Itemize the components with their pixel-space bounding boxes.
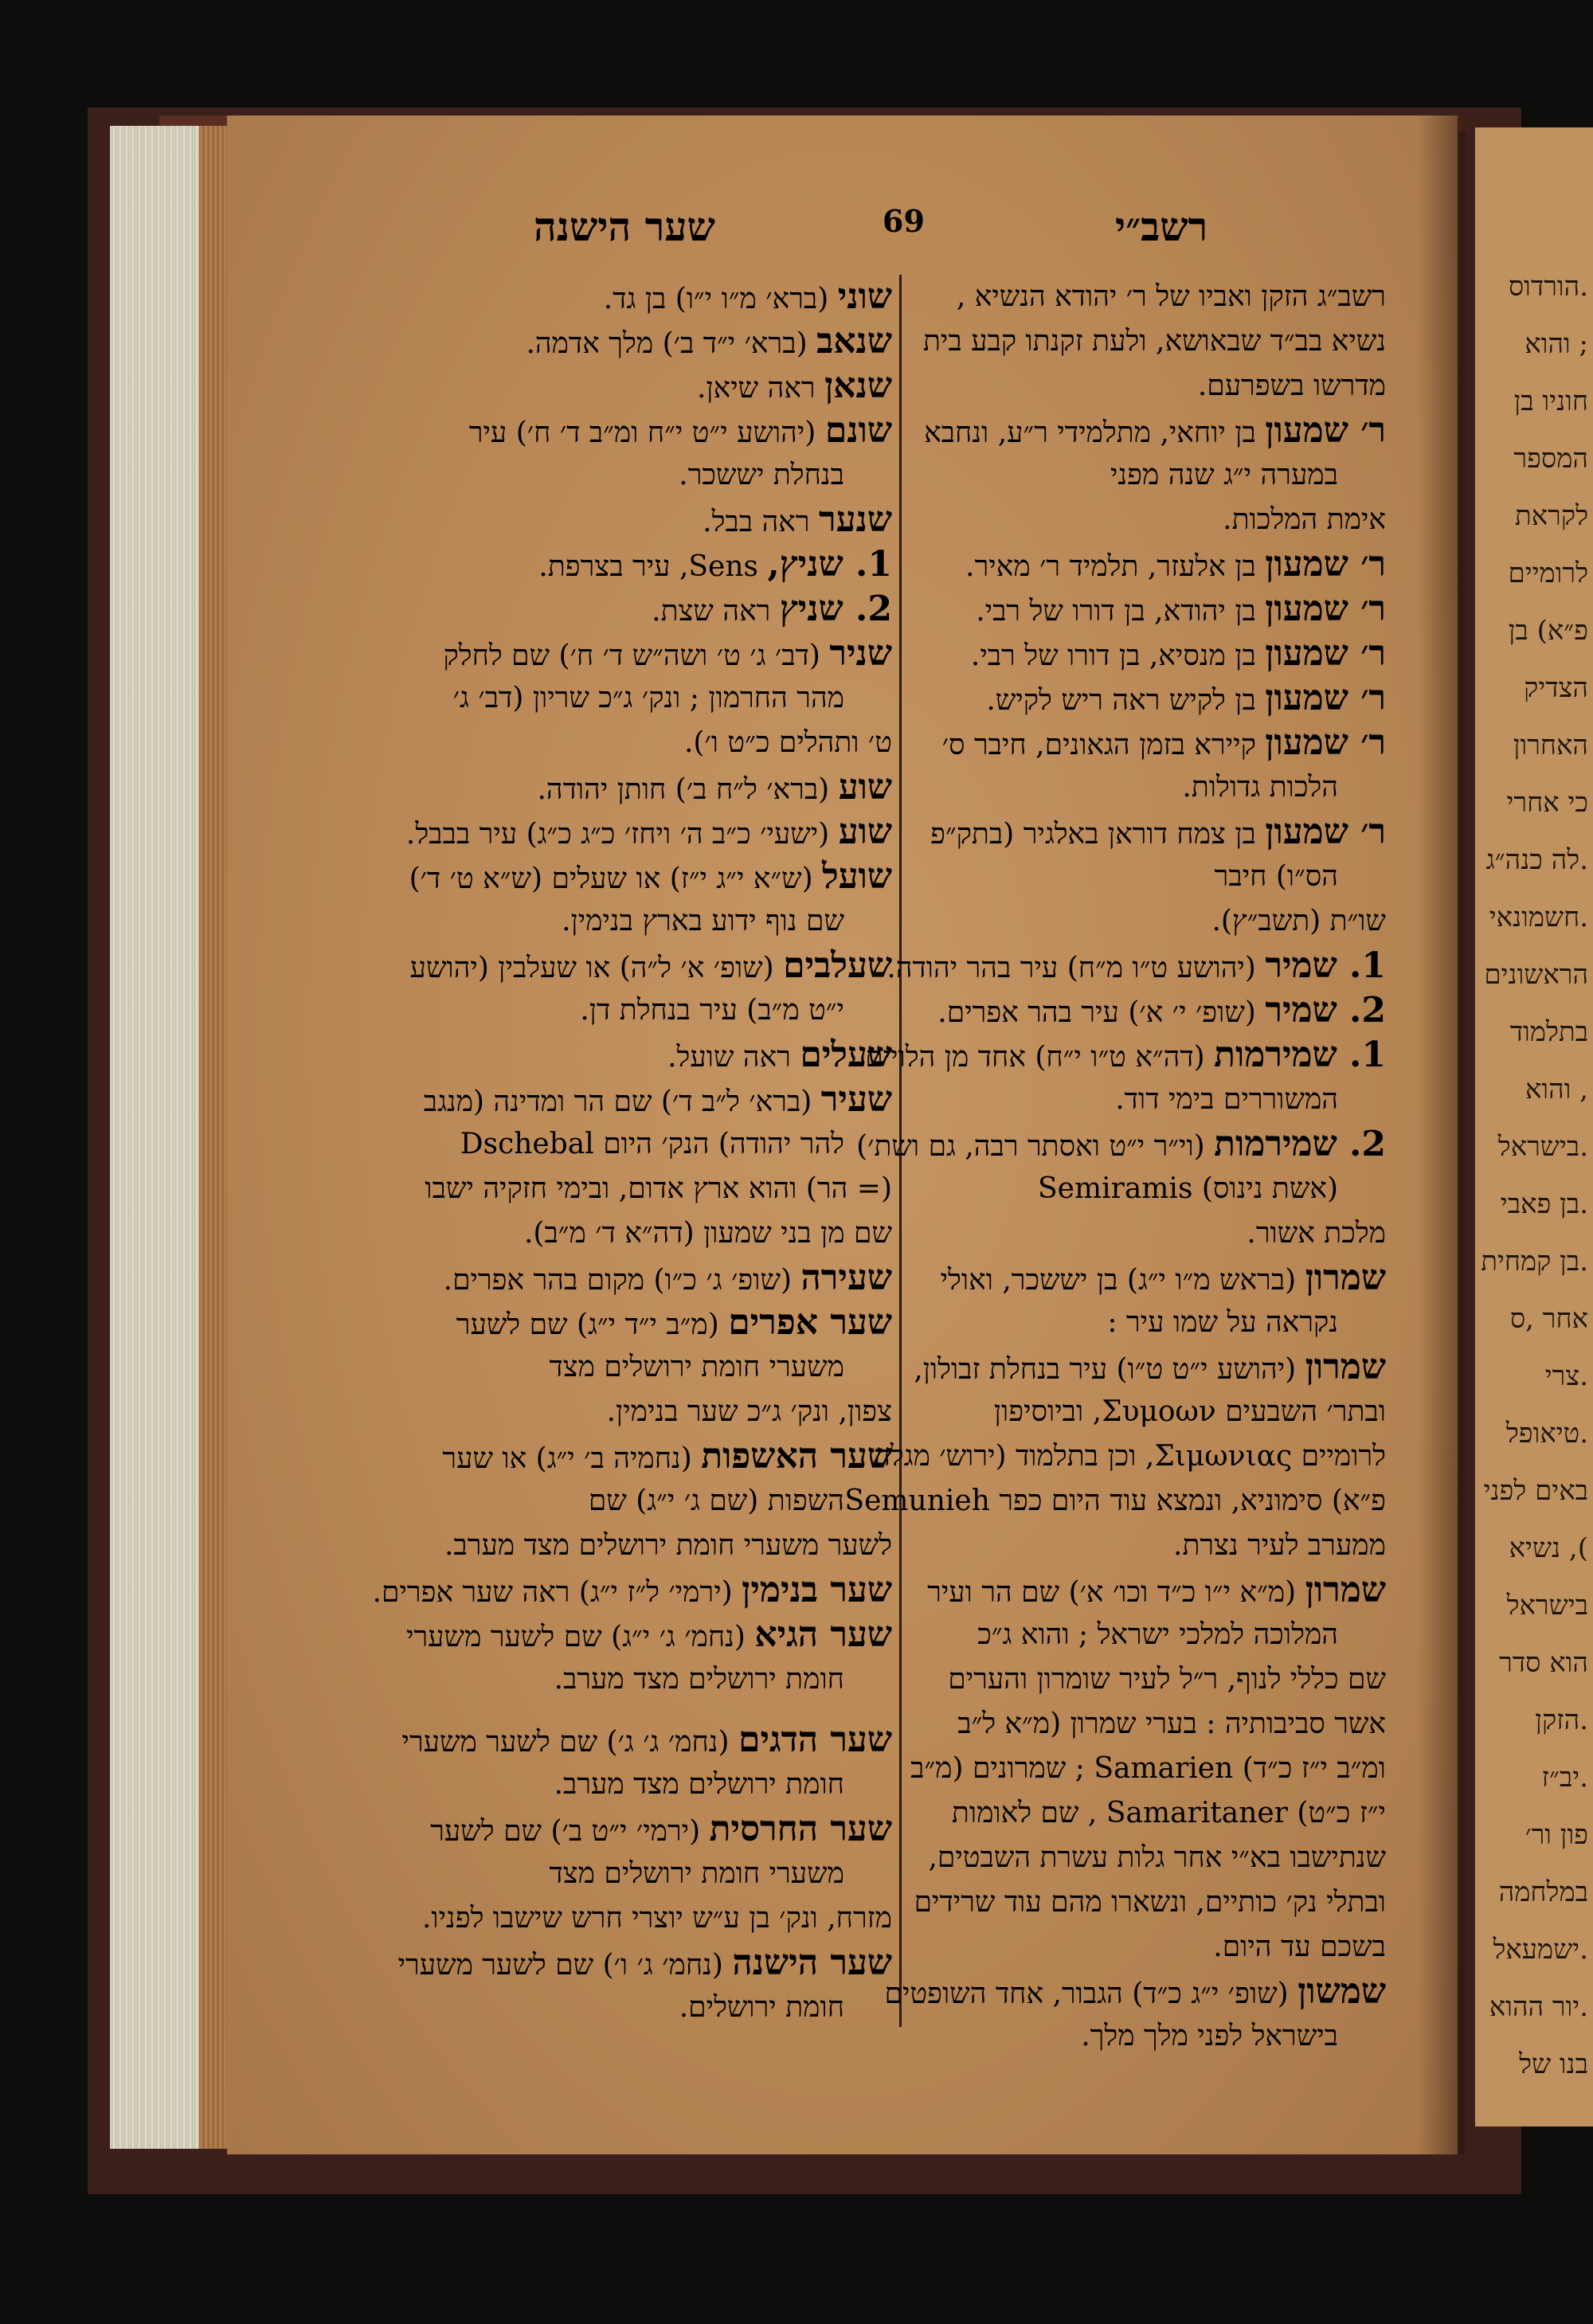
entry-line bbox=[350, 765, 892, 810]
entry-text: (יהושע י״ט ט״ו) עיר בנחלת זבולון, bbox=[914, 1353, 1297, 1386]
entry-line bbox=[350, 1167, 892, 1211]
entry-text: חומת ירושלים מצד מערב. bbox=[554, 1768, 844, 1801]
entry-line bbox=[350, 1390, 892, 1434]
entry-line bbox=[350, 319, 892, 364]
entry-text: בישראל לפני מלך מלך. bbox=[1081, 2020, 1338, 2052]
entry-line bbox=[908, 1345, 1386, 1390]
entry-text: ובתלי נק׳ כותיים, ונשארו מהם עוד שרידים bbox=[914, 1886, 1386, 1919]
entry-text: (וי״ר י״ט ואסתר רבה, גם ושת׳) bbox=[856, 1130, 1205, 1163]
entry-line bbox=[350, 1718, 892, 1763]
entry-line bbox=[350, 1852, 892, 1896]
entry-text: שם נוף ידוע בארץ בנימין. bbox=[562, 905, 844, 937]
entry-line bbox=[350, 1078, 892, 1122]
entry-headword: שער החרסית bbox=[709, 1809, 892, 1849]
facing-page-text: בן פאבי. bbox=[1500, 1188, 1588, 1220]
entry-text: (נחמ׳ ג׳ ו׳) שם לשער משערי bbox=[397, 1949, 723, 1982]
entry-text: נקראה על שמו עיר : bbox=[1107, 1306, 1338, 1339]
facing-page-text: חוניו בן bbox=[1513, 385, 1588, 417]
entry-text: המלוכה למלכי ישראל ; והוא ג״כ bbox=[977, 1618, 1338, 1651]
facing-page-text: יור ההוא. bbox=[1489, 1991, 1588, 2023]
entry-text: בנחלת יששכר. bbox=[679, 459, 844, 491]
running-head-right: רשב״י bbox=[1115, 203, 1208, 250]
entry-line bbox=[350, 275, 892, 319]
entry-text: (שופ׳ י״ג כ״ד) הגבור, אחד השופטים bbox=[884, 1978, 1289, 2010]
entry-line bbox=[908, 1791, 1386, 1836]
entry-text: הס״ו) חיבר bbox=[1214, 860, 1338, 893]
entry-line bbox=[350, 1941, 892, 1986]
entry-text: קיירא בזמן הגאונים, חיבר ס׳ bbox=[941, 729, 1256, 761]
entry-text: רשב״ג הזקן ואביו של ר׳ יהודא הנשיא , bbox=[956, 280, 1386, 313]
entry-text: ראה שועל. bbox=[667, 1041, 791, 1074]
entry-text: (ברא׳ ל״ח ב׳) חותן יהודה. bbox=[537, 773, 830, 806]
page-stack-edge bbox=[110, 126, 199, 2149]
page-stack-inner-edge bbox=[199, 126, 231, 2149]
entry-text: בן צמח דוראן באלגיר (בתק״פ bbox=[930, 818, 1256, 851]
facing-page-text: המספר bbox=[1513, 443, 1588, 475]
entry-line bbox=[908, 587, 1386, 632]
facing-page-text: האחרון bbox=[1513, 730, 1588, 761]
entry-line bbox=[908, 1568, 1386, 1613]
entry-headword: שוע bbox=[838, 767, 892, 808]
entry-text: מלכת אשור. bbox=[1247, 1217, 1386, 1250]
entry-line bbox=[350, 810, 892, 855]
entry-line bbox=[908, 765, 1386, 810]
entry-text: פ״א) סימוניא, ונמצא עוד היום כפר Semunieh bbox=[844, 1485, 1386, 1517]
facing-page-text: הוא סדר bbox=[1499, 1647, 1588, 1679]
entry-headword: שער אפרים bbox=[728, 1302, 892, 1343]
facing-page-text: הורדוס. bbox=[1508, 271, 1588, 303]
facing-page-text: לקראת bbox=[1515, 500, 1588, 532]
facing-page-text: לרומיים bbox=[1508, 558, 1588, 589]
entry-headword: שועל bbox=[822, 856, 892, 897]
entry-line bbox=[350, 1568, 892, 1613]
entry-line bbox=[908, 632, 1386, 676]
entry-text: (ירמי׳ ל״ז י״ג) ראה שער אפרים. bbox=[372, 1576, 733, 1609]
facing-page-text: והוא ; bbox=[1525, 328, 1588, 360]
entry-text: י״ז כ״ט) Samaritaner , שם לאומות bbox=[951, 1797, 1386, 1829]
entry-headword: שער הישנה bbox=[732, 1943, 892, 1983]
entry-line bbox=[350, 1345, 892, 1390]
entry-line bbox=[350, 1211, 892, 1256]
entry-headword: שנאן bbox=[824, 366, 892, 406]
entry-headword: שמשון bbox=[1297, 1971, 1386, 2012]
entry-line bbox=[350, 899, 892, 944]
entry-line bbox=[908, 498, 1386, 542]
entry-line bbox=[865, 1033, 1386, 1078]
entry-text: חומת ירושלים. bbox=[679, 1991, 844, 2024]
entry-text: במערה י״ג שנה מפני bbox=[1110, 459, 1338, 491]
entry-text: נשיא בב״ד שבאושא, ולעת זקנתו קבע בית bbox=[922, 325, 1386, 358]
entry-headword: שער הגיא bbox=[754, 1614, 892, 1655]
entry-text: ובתר׳ השבעים Συμοων, וביוסיפון bbox=[993, 1395, 1386, 1428]
entry-text: בן מנסיא, בן דורו של רבי. bbox=[970, 640, 1256, 672]
entry-headword: שונם bbox=[824, 410, 892, 451]
entry-line bbox=[350, 364, 892, 409]
entry-headword: שניר bbox=[829, 633, 892, 674]
entry-line bbox=[908, 275, 1386, 319]
entry-text: (יהושע י״ט י״ח ומ״ב ד׳ ח׳) עיר bbox=[468, 417, 816, 449]
entry-headword: 1. שמירמות bbox=[1214, 1035, 1386, 1075]
running-head-left: שער הישנה bbox=[534, 203, 715, 250]
facing-page-text: ישמעאל. bbox=[1493, 1934, 1588, 1966]
entry-line bbox=[908, 1836, 1386, 1880]
entry-line bbox=[908, 1747, 1386, 1791]
entry-text: (יהושע ט״ו מ״ח) עיר בהר יהודה. bbox=[887, 952, 1256, 984]
entry-line bbox=[350, 1524, 892, 1568]
facing-page-text: פ״א) בן bbox=[1508, 615, 1588, 647]
entry-line bbox=[908, 364, 1386, 409]
entry-line bbox=[908, 1256, 1386, 1301]
gutter-shadow bbox=[1418, 115, 1466, 2154]
entry-headword: שוע bbox=[838, 812, 892, 852]
entry-text: (ש״א י״ג י״ז) או שעלים (ש״א ט׳ ד׳) bbox=[409, 863, 813, 895]
entry-headword: 1. שניץ, bbox=[767, 544, 892, 585]
entry-line bbox=[908, 676, 1386, 721]
entry-text: ראה שיאן. bbox=[697, 372, 816, 405]
facing-page-text: והוא , bbox=[1525, 1074, 1588, 1105]
facing-page-text: במלחמה bbox=[1498, 1876, 1588, 1908]
entry-text: מהר החרמון ; ונק׳ ג״כ שריון (דב׳ ג׳ bbox=[452, 682, 844, 714]
facing-page-text: נשיא ,( bbox=[1509, 1532, 1588, 1564]
entry-headword: 2. שניץ bbox=[779, 589, 892, 629]
entry-line bbox=[350, 855, 892, 899]
entry-headword: שער הדגים bbox=[738, 1720, 892, 1760]
entry-text: (ברא׳ י״ד ב׳) מלך אדמה. bbox=[526, 327, 808, 360]
entry-line bbox=[908, 1167, 1386, 1211]
entry-line bbox=[908, 1880, 1386, 1925]
entry-line bbox=[908, 721, 1386, 765]
entry-text: (שופ׳ ג׳ כ״ו) מקום בהר אפרים. bbox=[443, 1264, 793, 1297]
entry-line bbox=[908, 1211, 1386, 1256]
entry-line bbox=[350, 1122, 892, 1167]
entry-line bbox=[856, 1122, 1386, 1167]
entry-text: (שופ׳ י׳ א׳) עיר בהר אפרים. bbox=[937, 996, 1256, 1029]
entry-headword: ר׳ שמעון bbox=[1265, 633, 1386, 674]
facing-page-text: פון ור׳ bbox=[1525, 1819, 1588, 1851]
entry-text: (דה״א ט״ו י״ח) אחד מן הלויים bbox=[865, 1041, 1205, 1074]
entry-headword: ר׳ שמעון bbox=[1265, 589, 1386, 629]
entry-headword: שמרון bbox=[1305, 1258, 1386, 1298]
entry-text: (מ״א י״ו כ״ד וכו׳ א׳) שם הר ועיר bbox=[927, 1576, 1297, 1609]
entry-text: צפון, ונק׳ ג״כ שער בנימין. bbox=[606, 1395, 892, 1428]
entry-text: משערי חומת ירושלים מצד bbox=[549, 1857, 844, 1890]
entry-line bbox=[350, 1763, 892, 1807]
entry-text: (ירמי׳ י״ט ב׳) שם לשער bbox=[430, 1815, 701, 1848]
entry-headword: ר׳ שמעון bbox=[1265, 722, 1386, 763]
entry-text: משערי חומת ירושלים מצד bbox=[549, 1351, 844, 1383]
entry-headword: ר׳ שמעון bbox=[1265, 410, 1386, 451]
facing-page-text: אחר ,ס bbox=[1509, 1303, 1588, 1335]
entry-headword: שוני bbox=[837, 276, 892, 317]
entry-text: מדרשו בשפרעם. bbox=[1197, 370, 1386, 402]
entry-line bbox=[908, 1613, 1386, 1657]
entry-line bbox=[908, 1524, 1386, 1568]
entry-headword: ר׳ שמעון bbox=[1265, 678, 1386, 718]
entry-text: השפות (שם ג׳ י״ג) שם bbox=[588, 1485, 844, 1517]
entry-text: שנתישבו בא״י אחר גלות עשרת השבטים, bbox=[928, 1841, 1386, 1874]
entry-line bbox=[350, 498, 892, 542]
entry-line bbox=[908, 1657, 1386, 1702]
entry-headword: ר׳ שמעון bbox=[1265, 812, 1386, 852]
entry-text: (בראש מ״ו י״ג) בן יששכר, ואולי bbox=[940, 1264, 1297, 1297]
entry-line bbox=[350, 1301, 892, 1345]
facing-page-text: צרי. bbox=[1544, 1360, 1588, 1392]
entry-text: הלכות גדולות. bbox=[1182, 771, 1338, 804]
entry-headword: 2. שמיר bbox=[1265, 990, 1386, 1031]
entry-text: (דב׳ ג׳ ט׳ ושה״ש ד׳ ח׳) שם לחלק bbox=[443, 640, 820, 672]
entry-line bbox=[908, 409, 1386, 453]
entry-line bbox=[908, 855, 1386, 899]
entry-line bbox=[350, 988, 892, 1033]
entry-line bbox=[350, 632, 892, 676]
entry-headword: 2. שמירמות bbox=[1214, 1124, 1386, 1164]
entry-line bbox=[884, 1970, 1386, 2014]
entry-line bbox=[908, 988, 1386, 1033]
entry-text: (ברא׳ מ״ו י״ו) בן גד. bbox=[603, 283, 829, 315]
entry-text: ט׳ ותהלים כ״ט ו׳). bbox=[683, 726, 892, 759]
entry-text: Sens, עיר בצרפת. bbox=[538, 550, 759, 583]
entry-line bbox=[350, 1986, 892, 2030]
entry-text: בן יוחאי, מתלמידי ר״ע, ונחבא bbox=[924, 417, 1256, 449]
entry-line bbox=[908, 1078, 1386, 1122]
entry-text: אשר סביבותיה : בערי שמרון (מ״א ל״ב bbox=[957, 1708, 1386, 1740]
entry-text: (אשת נינוס) Semiramis bbox=[1038, 1172, 1338, 1205]
entry-line bbox=[350, 1896, 892, 1941]
entry-text: שם מן בני שמעון (דה״א ד׳ מ״ב). bbox=[523, 1217, 892, 1250]
entry-line bbox=[350, 1807, 892, 1852]
entry-line bbox=[350, 1613, 892, 1657]
entry-text: בשכם עד היום. bbox=[1213, 1931, 1386, 1963]
entry-line bbox=[874, 1434, 1386, 1479]
entry-line bbox=[908, 1390, 1386, 1434]
facing-page-text: בתלמוד bbox=[1509, 1016, 1588, 1048]
entry-text: אימת המלכות. bbox=[1223, 503, 1386, 536]
entry-line bbox=[908, 1925, 1386, 1970]
entry-text: להר יהודה) הנק׳ היום Dschebal bbox=[460, 1128, 844, 1160]
entry-line bbox=[350, 453, 892, 498]
entry-text: בן לקיש ראה ריש לקיש. bbox=[986, 684, 1256, 717]
entry-line bbox=[844, 1479, 1386, 1524]
entry-text: (= הר) והוא ארץ אדום, ובימי חזקיה ישבו bbox=[425, 1172, 892, 1205]
entry-text: (נחמ׳ ג׳ ג׳) שם לשער משערי bbox=[401, 1726, 730, 1759]
entry-line bbox=[908, 1702, 1386, 1747]
facing-page-text: כי אחרי bbox=[1506, 787, 1588, 819]
entry-line bbox=[908, 899, 1386, 944]
entry-text: י״ט מ״ב) עיר בנחלת דן. bbox=[580, 994, 844, 1027]
entry-text: שו״ת (תשב״ץ). bbox=[1211, 905, 1386, 937]
entry-line bbox=[350, 1434, 892, 1479]
facing-page-text: בישראל bbox=[1506, 1590, 1588, 1622]
entry-text: (שופ׳ א׳ ל״ה) או שעלבין (יהושע bbox=[409, 952, 774, 984]
facing-page-text: בנו של bbox=[1519, 2048, 1588, 2080]
entry-text: לרומיים Σιμωνιας, וכן בתלמוד (ירוש׳ מגלה bbox=[874, 1440, 1386, 1473]
entry-line bbox=[887, 944, 1386, 988]
entry-text: לשער משערי חומת ירושלים מצד מערב. bbox=[444, 1529, 892, 1562]
entry-headword: שעירה bbox=[800, 1258, 892, 1298]
entry-text: (נחמיה ב׳ י״ג) או שער bbox=[442, 1442, 692, 1475]
entry-headword: שער בנימין bbox=[742, 1570, 892, 1610]
entry-headword: שער האשפות bbox=[701, 1436, 892, 1477]
entry-text: בן אלעזר, תלמיד ר׳ מאיר. bbox=[965, 550, 1256, 583]
facing-page-text: באים לפני bbox=[1483, 1475, 1588, 1507]
entry-line bbox=[350, 1657, 892, 1702]
entry-line bbox=[350, 409, 892, 453]
entry-line bbox=[350, 676, 892, 721]
facing-page-text: הזקן. bbox=[1535, 1704, 1588, 1736]
entry-line bbox=[908, 1301, 1386, 1345]
entry-text: ומ״ב י״ז כ״ד) Samarien ; שמרונים (מ״ב bbox=[910, 1752, 1386, 1785]
entry-line bbox=[908, 810, 1386, 855]
facing-page-text: הראשונים bbox=[1484, 959, 1588, 991]
entry-headword: ר׳ שמעון bbox=[1265, 544, 1386, 585]
entry-headword: שמרון bbox=[1305, 1347, 1386, 1387]
page-number: 69 bbox=[883, 203, 925, 239]
entry-text: מזרח, ונק׳ בן ע״ש יוצרי חרש שישבו לפניו. bbox=[421, 1902, 892, 1935]
facing-page-text: הצדיק bbox=[1524, 672, 1588, 704]
entry-line bbox=[350, 944, 892, 988]
entry-headword: 1. שמיר bbox=[1265, 945, 1386, 986]
entry-line bbox=[350, 587, 892, 632]
facing-page-text: בן קמחית. bbox=[1481, 1246, 1588, 1277]
entry-headword: שעלים bbox=[800, 1035, 892, 1075]
entry-line bbox=[908, 2014, 1386, 2059]
facing-page-text: יב״ז. bbox=[1541, 1762, 1588, 1794]
entry-line bbox=[350, 542, 892, 587]
entry-text: המשוררים בימי דוד. bbox=[1115, 1083, 1338, 1116]
entry-line bbox=[350, 1256, 892, 1301]
entry-headword: שעיר bbox=[820, 1079, 892, 1120]
entry-headword: שנאב bbox=[816, 321, 892, 362]
left-column bbox=[350, 275, 892, 2030]
entry-headword: שנער bbox=[819, 499, 892, 540]
facing-page-text: בישראל. bbox=[1497, 1131, 1588, 1163]
entry-headword: שמרון bbox=[1305, 1570, 1386, 1610]
entry-headword: שעלבים bbox=[783, 945, 892, 986]
entry-line bbox=[350, 1033, 892, 1078]
facing-page-fragment bbox=[1475, 127, 1593, 2126]
entry-text: (נחמ׳ ג׳ י״ג) שם לשער משערי bbox=[406, 1621, 746, 1653]
entry-text: ראה שצת. bbox=[652, 595, 771, 628]
entry-text: (ברא׳ ל״ב ד׳) שם הר ומדינה (מנגב bbox=[423, 1086, 812, 1118]
entry-text: ממערב לעיר נצרת. bbox=[1173, 1529, 1386, 1562]
entry-line bbox=[908, 453, 1386, 498]
facing-page-text: טיאופל. bbox=[1505, 1418, 1588, 1450]
entry-text: שם כללי לנוף, ר״ל לעיר שומרון והערים bbox=[948, 1663, 1386, 1696]
entry-line bbox=[350, 1479, 892, 1524]
facing-page-text: לה כנה״ג. bbox=[1485, 844, 1588, 876]
entry-text: בן יהודא, בן דורו של רבי. bbox=[976, 595, 1256, 628]
entry-text: (מ״ב י״ד י״ג) שם לשער bbox=[456, 1309, 719, 1341]
entry-line bbox=[908, 542, 1386, 587]
facing-page-text: חשמונאי. bbox=[1489, 902, 1588, 933]
entry-line bbox=[350, 721, 892, 765]
entry-text: ראה בבל. bbox=[703, 506, 810, 538]
entry-text: חומת ירושלים מצד מערב. bbox=[554, 1663, 844, 1696]
entry-text: (ישעי׳ כ״ב ה׳ ויחז׳ כ״ג כ״ג) עיר בבבל. bbox=[405, 818, 830, 851]
entry-line bbox=[908, 319, 1386, 364]
